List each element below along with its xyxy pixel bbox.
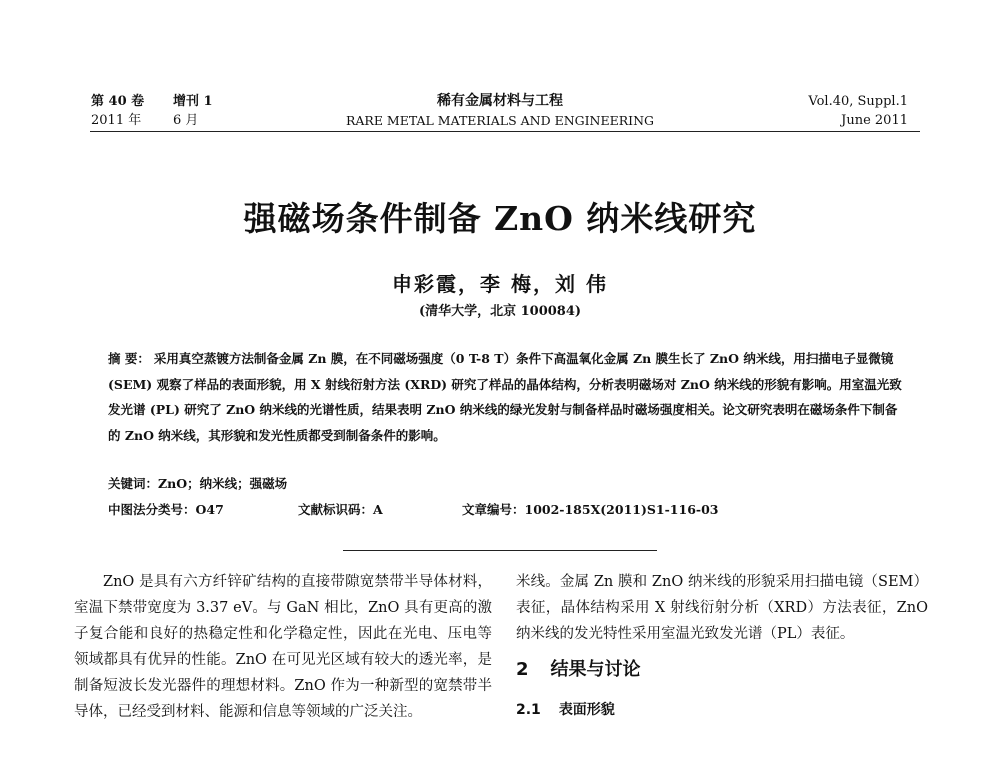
volume-label: 第 40 卷 xyxy=(91,94,145,109)
abstract xyxy=(108,346,904,448)
body-left-column xyxy=(74,569,492,725)
subsection-title: 表面形貌 xyxy=(558,702,615,718)
volume-en: Vol.40, Suppl.1 xyxy=(808,94,908,109)
intro-paragraph: ZnO 是具有六方纤锌矿结构的直接带隙宽禁带半导体材料，室温下禁带宽度为 3.37 eV。与 GaN 相比，ZnO 具有更高的激子复合能和良好的热稳定性和化学稳定性，因此在光电、压电等领域都具有优异的性能。ZnO 在可见光区域有较大的透光率，是制备短波长发光器件的理想材料。ZnO 作为一种新型的宽禁带半导体，已经受到材料、能源和信息等领域的广泛关注。 xyxy=(74,574,492,720)
journal-title-cn: 稀有金属材料与工程 xyxy=(437,93,563,109)
abstract-label: 摘 要： xyxy=(108,351,150,366)
abstract-text: 采用真空蒸镀方法制备金属 Zn 膜，在不同磁场强度（0 T-8 T）条件下高温氧化金属 Zn 膜生长了 ZnO 纳米线，用扫描电子显微镜 (SEM) 观察了样品的表面形貌，用 X 射线衍射方法 (XRD) 研究了样品的晶体结构，分析表明磁场对 ZnO 纳米线的形貌有影响。用室温光致发光谱 (PL) 研究了 ZnO 纳米线的光谱性质，结果表明 ZnO 纳米线的绿光发射与制备样品时磁场强度相关。论文研究表明在磁场条件下制备的 ZnO 纳米线，其形貌和发光性质都受到制备条件的影响。 xyxy=(108,351,902,443)
date-en: June 2011 xyxy=(841,113,908,128)
abstract-divider xyxy=(343,550,657,551)
journal-title-en: RARE METAL MATERIALS AND ENGINEERING xyxy=(345,113,655,128)
document-code: 文献标识码：A xyxy=(298,502,383,517)
article-number: 文章编号：1002-185X(2011)S1-116-03 xyxy=(462,502,719,517)
subsection-heading xyxy=(516,697,928,723)
classification-row xyxy=(108,500,718,518)
paper-affiliation: (清华大学，北京 100084) xyxy=(418,304,582,319)
methods-paragraph: 米线。金属 Zn 膜和 ZnO 纳米线的形貌采用扫描电镜（SEM）表征，晶体结构采用 X 射线衍射分析（XRD）方法表征，ZnO 纳米线的发光特性采用室温光致发光谱（PL）表征。 xyxy=(516,574,928,642)
section-heading xyxy=(516,657,928,683)
paper-authors: 申彩霞，李 梅，刘 伟 xyxy=(392,272,608,296)
section-title: 结果与讨论 xyxy=(550,659,641,680)
header-right xyxy=(808,92,908,130)
keywords: 关键词：ZnO；纳米线；强磁场 xyxy=(108,476,288,491)
subsection-number: 2.1 xyxy=(516,702,541,718)
paper-title: 强磁场条件制备 ZnO 纳米线研究 xyxy=(243,199,757,238)
clc-number: 中图法分类号：O47 xyxy=(108,502,224,517)
year-label: 2011 年 xyxy=(91,113,142,128)
month-label: 6 月 xyxy=(173,113,199,128)
body-right-column xyxy=(516,569,928,723)
issue-label: 增刊 1 xyxy=(173,94,213,109)
header-divider xyxy=(90,131,920,132)
section-number: 2 xyxy=(516,659,529,680)
